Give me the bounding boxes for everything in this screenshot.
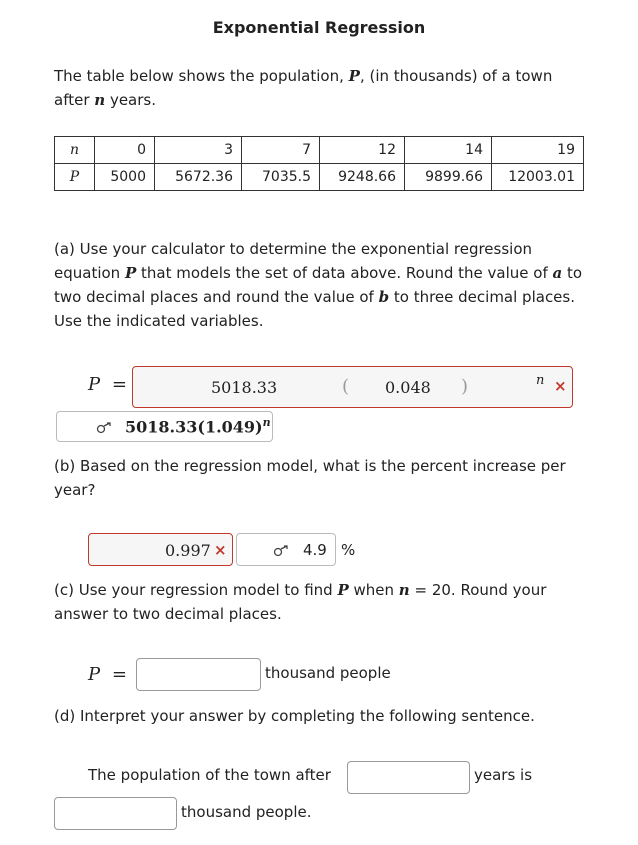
table-cell: 5000: [95, 164, 155, 191]
thousand-people-label: thousand people: [265, 664, 391, 682]
table-cell: 9899.66: [405, 164, 492, 191]
table-cell: 7: [242, 137, 320, 164]
table-row-p: [55, 164, 584, 191]
population-input[interactable]: [54, 797, 177, 830]
part-a-question: (a) Use your calculator to determine the exponential regression equation P that models the set of data above. Round the value of a to two decimal places and round the value of b to three decimal places. Use the indicated variables.: [54, 240, 583, 330]
b-value: 0.048: [385, 378, 431, 397]
part-d-question: (d) Interpret your answer by completing the following sentence.: [54, 707, 535, 725]
table-cell: 3: [155, 137, 242, 164]
exponent-n: n: [536, 373, 545, 388]
table-header-p: P: [55, 164, 95, 191]
thousand-people-end: thousand people.: [181, 803, 312, 821]
answer-a-box: [56, 411, 273, 442]
percent-unit: %: [341, 541, 356, 559]
percent-entered-value: 0.997: [165, 541, 211, 560]
table-cell: 19: [492, 137, 584, 164]
part-b-question: (b) Based on the regression model, what is the percent increase per year?: [54, 457, 566, 499]
table-cell: 12: [320, 137, 405, 164]
incorrect-x-icon: ×: [214, 541, 227, 559]
a-value: 5018.33: [211, 378, 278, 397]
page-title: Exponential Regression: [212, 18, 426, 37]
percent-input[interactable]: [88, 533, 233, 566]
table-cell: 12003.01: [492, 164, 584, 191]
answer-a: $5018.33(1.049)^n$: [125, 416, 271, 437]
check-icon: [96, 422, 112, 434]
table-cell: 9248.66: [320, 164, 405, 191]
incorrect-x-icon: ×: [554, 377, 567, 395]
p-value-input[interactable]: [136, 658, 261, 691]
part-c-question: (c) Use your regression model to find P when n = 20. Round your answer to two decimal places.: [54, 581, 547, 623]
table-cell: 14: [405, 137, 492, 164]
answer-b-box: [236, 533, 336, 566]
table-cell: 5672.36: [155, 164, 242, 191]
table-cell: 0: [95, 137, 155, 164]
years-input[interactable]: [347, 761, 470, 794]
table-row-n: [55, 137, 584, 164]
check-icon: [273, 545, 289, 557]
data-table: [54, 136, 584, 191]
sentence-start: The population of the town after: [88, 766, 331, 784]
p-label: P =: [88, 664, 127, 685]
open-paren: (: [342, 376, 350, 397]
intro-text: The table below shows the population, P, (in thousands) of a town after n years.: [54, 67, 553, 109]
close-paren: ): [461, 376, 469, 397]
table-cell: 7035.5: [242, 164, 320, 191]
table-header-n: n: [55, 137, 95, 164]
years-is-label: years is: [474, 766, 533, 784]
equation-input[interactable]: [132, 366, 573, 408]
answer-b: 4.9: [303, 541, 327, 559]
equation-label: P =: [88, 374, 127, 395]
